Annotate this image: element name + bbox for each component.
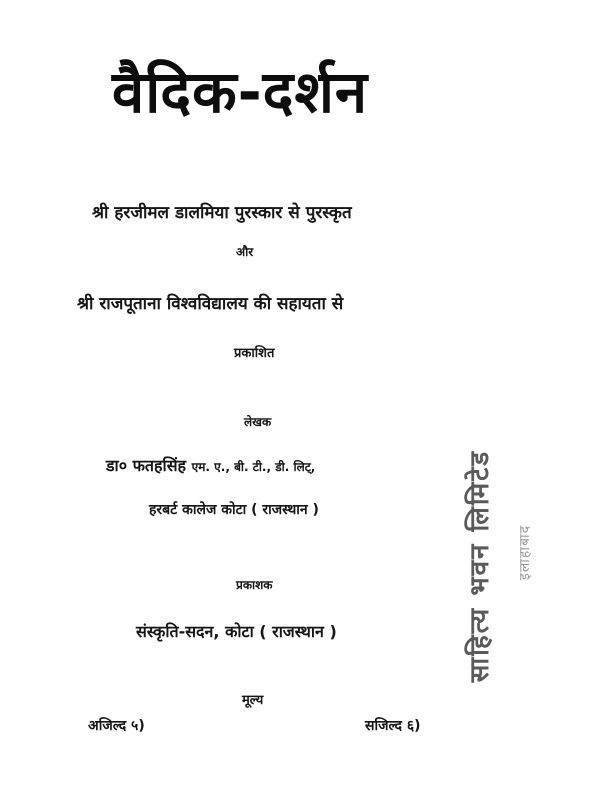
and-word: और — [236, 245, 254, 259]
award-line: श्री हरजीमल डालमिया पुरस्कार से पुरस्कृत — [92, 203, 352, 223]
support-line: श्री राजपूताना विश्वविद्यालय की सहायता से — [77, 294, 344, 314]
library-stamp-side — [510, 495, 540, 610]
author-degrees: एम. ए., बी. टी., डी. लिट्, — [191, 460, 316, 474]
stamp-side-text: इलाहाबाद — [517, 524, 534, 581]
author-label: लेखक — [244, 415, 272, 429]
price-bound: सजिल्द ६) — [365, 718, 421, 734]
book-title: वैदिक-दर्शन — [112, 58, 369, 126]
publisher-name: संस्कृति-सदन, कोटा ( राजस्थान ) — [136, 622, 337, 641]
publisher-label: प्रकाशक — [236, 578, 273, 592]
price-label: मूल्य — [242, 693, 264, 708]
published-word: प्रकाशित — [234, 346, 275, 361]
author-affiliation: हरबर्ट कालेज कोटा ( राजस्थान ) — [149, 502, 319, 518]
price-unbound: अजिल्द ५) — [88, 718, 145, 734]
library-stamp — [452, 425, 504, 707]
author-line — [106, 454, 315, 476]
stamp-main-text: साहित्य भवन लिमिटेड — [465, 449, 495, 683]
author-name: डा० फतहसिंह — [106, 456, 187, 475]
